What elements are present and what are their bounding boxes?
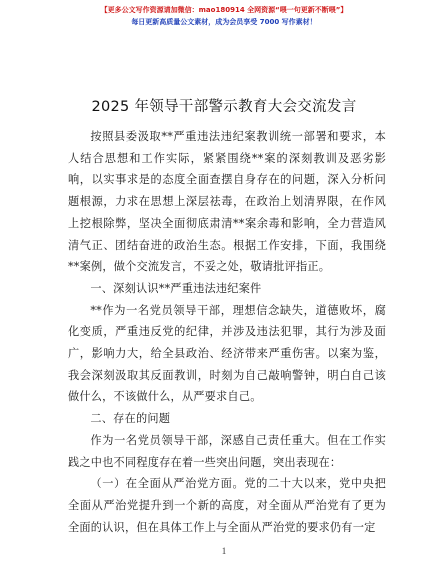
section-heading-2: 二、存在的问题 — [90, 412, 171, 426]
promo-banner-line1: 【更多公文写作资源请加微信：mao180914 全网资源“喂一句更新不断喂”】 — [100, 6, 348, 14]
page-number: 1 — [221, 546, 227, 556]
paragraph-problems-intro: 作为一名党员领导干部，深感自己责任重大。但在工作实践之中也不同程度存在着一些突出问题，突出表现在： — [68, 433, 386, 469]
paragraph-intro: 按照县委汲取**严重违法违纪案教训统一部署和要求，本人结合思想和工作实际，紧紧围绕**案的深刻教训及恶劣影响，以实事求是的态度全面查摆自身存在的问题，深入分析问题根源，力求在思想上深层祛毒，在政治上划清界限，在作风上挖根除弊，坚决全面彻底肃清**案余毒和影响，全力营造风清气正、团结奋进的政治生态。根据工作安排，下面，我围绕**案例，做个交流发言，不妥之处，敬请批评指正。 — [68, 130, 386, 274]
promo-banner-line2: 每日更新高质量公文素材，成为会员享受 7000 写作素材！ — [131, 18, 317, 26]
paragraph-subsection-1: （一）在全面从严治党方面。党的二十大以来，党中央把全面从严治党提升到一个新的高度，对全面从严治党有了更为全面的认识，但在具体工作上与全面从严治党的要求仍有一定 — [68, 477, 386, 534]
promo-banner — [0, 4, 448, 28]
document-body — [68, 126, 386, 538]
paragraph-case-analysis: **作为一名党员领导干部，理想信念缺失，道德败坏，腐化变质，严重违反党的纪律，并涉及违法犯罪，其行为涉及面广，影响力大，给全县政治、经济带来严重伤害。以案为鉴，我会深刻汲取其反面教训，时刻为自己敲响警钟，明白自己该做什么，不该做什么，从严要求自己。 — [68, 303, 386, 404]
document-title: 2025 年领导干部警示教育大会交流发言 — [91, 99, 357, 115]
section-heading-1: 一、深刻认识**严重违法违纪案件 — [90, 281, 262, 295]
